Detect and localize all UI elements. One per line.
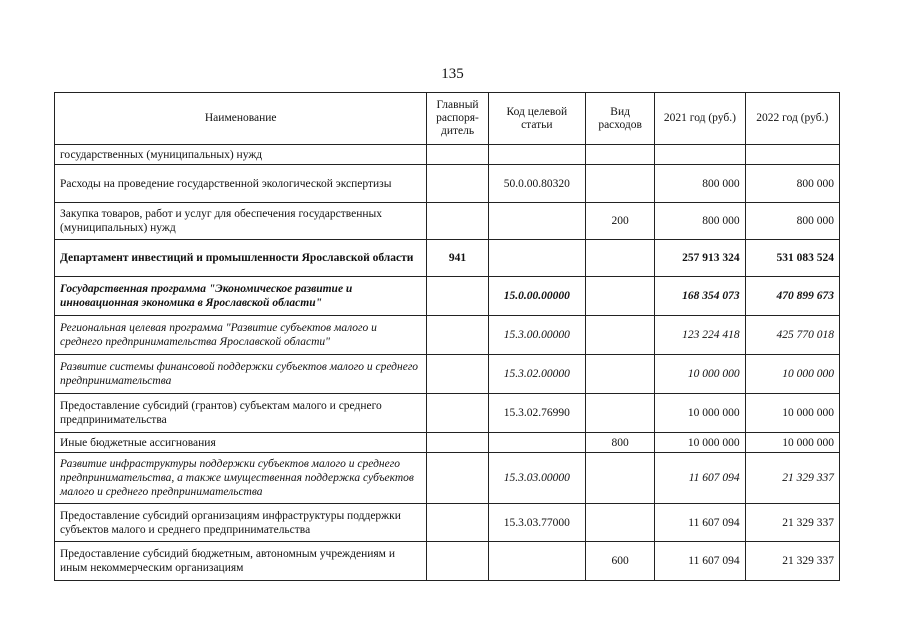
- row-admin-cell: [427, 145, 488, 165]
- row-admin-cell: [427, 316, 488, 355]
- row-name-cell: Государственная программа "Экономическое развитие и инновационная экономика в Ярославской области": [55, 277, 427, 316]
- row-admin-cell: [427, 542, 488, 581]
- row-type-cell: [586, 355, 655, 394]
- table-row: [55, 316, 840, 355]
- row-code-cell: 50.0.00.80320: [488, 165, 585, 203]
- row-year-2022-cell: 10 000 000: [745, 394, 839, 433]
- header-admin: Главный распоря-дитель: [427, 93, 488, 145]
- row-year-2022-cell: 470 899 673: [745, 277, 839, 316]
- header-year-2021: 2021 год (руб.): [655, 93, 745, 145]
- row-type-cell: 600: [586, 542, 655, 581]
- row-year-2022-cell: 10 000 000: [745, 433, 839, 453]
- row-code-cell: 15.3.02.76990: [488, 394, 585, 433]
- row-code-cell: 15.3.02.00000: [488, 355, 585, 394]
- table-row: [55, 542, 840, 581]
- row-type-cell: [586, 165, 655, 203]
- row-name-cell: Иные бюджетные ассигнования: [55, 433, 427, 453]
- row-code-cell: 15.3.00.00000: [488, 316, 585, 355]
- row-year-2022-cell: 800 000: [745, 203, 839, 240]
- row-year-2021-cell: 10 000 000: [655, 355, 745, 394]
- header-year-2022: 2022 год (руб.): [745, 93, 839, 145]
- row-type-cell: 800: [586, 433, 655, 453]
- row-code-cell: [488, 433, 585, 453]
- row-type-cell: 200: [586, 203, 655, 240]
- row-type-cell: [586, 394, 655, 433]
- row-year-2021-cell: 10 000 000: [655, 394, 745, 433]
- row-name-cell: Развитие системы финансовой поддержки субъектов малого и среднего предпринимательства: [55, 355, 427, 394]
- row-type-cell: [586, 453, 655, 504]
- row-name-cell: Региональная целевая программа "Развитие субъектов малого и среднего предпринимательства Ярославской области": [55, 316, 427, 355]
- row-name-cell: Расходы на проведение государственной экологической экспертизы: [55, 165, 427, 203]
- table-header-row: [55, 93, 840, 145]
- table-row: [55, 203, 840, 240]
- row-year-2022-cell: 21 329 337: [745, 453, 839, 504]
- row-year-2022-cell: 21 329 337: [745, 504, 839, 542]
- row-year-2022-cell: [745, 145, 839, 165]
- row-admin-cell: [427, 453, 488, 504]
- row-name-cell: Закупка товаров, работ и услуг для обеспечения государственных (муниципальных) нужд: [55, 203, 427, 240]
- row-year-2021-cell: 123 224 418: [655, 316, 745, 355]
- row-code-cell: 15.3.03.77000: [488, 504, 585, 542]
- table-row: [55, 504, 840, 542]
- row-name-cell: Предоставление субсидий организациям инфраструктуры поддержки субъектов малого и среднего предпринимательства: [55, 504, 427, 542]
- row-type-cell: [586, 316, 655, 355]
- row-year-2021-cell: 11 607 094: [655, 453, 745, 504]
- row-name-cell: Предоставление субсидий (грантов) субъектам малого и среднего предпринимательства: [55, 394, 427, 433]
- row-year-2022-cell: 21 329 337: [745, 542, 839, 581]
- row-admin-cell: [427, 165, 488, 203]
- row-year-2022-cell: 800 000: [745, 165, 839, 203]
- row-admin-cell: 941: [427, 240, 488, 277]
- table-row: [55, 394, 840, 433]
- header-type: Вид расходов: [586, 93, 655, 145]
- table-row: [55, 433, 840, 453]
- row-type-cell: [586, 145, 655, 165]
- row-year-2022-cell: 531 083 524: [745, 240, 839, 277]
- page-number: 135: [441, 66, 464, 82]
- table-row: [55, 165, 840, 203]
- table-row: [55, 355, 840, 394]
- row-code-cell: [488, 542, 585, 581]
- row-type-cell: [586, 504, 655, 542]
- header-code: Код целевой статьи: [488, 93, 585, 145]
- table-row: [55, 277, 840, 316]
- table-body: [55, 145, 840, 581]
- row-year-2021-cell: 257 913 324: [655, 240, 745, 277]
- table-row: [55, 145, 840, 165]
- header-name: Наименование: [55, 93, 427, 145]
- row-admin-cell: [427, 504, 488, 542]
- row-year-2021-cell: [655, 145, 745, 165]
- row-type-cell: [586, 240, 655, 277]
- budget-table: [54, 92, 840, 581]
- row-code-cell: [488, 203, 585, 240]
- row-year-2021-cell: 11 607 094: [655, 504, 745, 542]
- row-name-cell: Предоставление субсидий бюджетным, автономным учреждениям и иным некоммерческим организациям: [55, 542, 427, 581]
- row-name-cell: Развитие инфраструктуры поддержки субъектов малого и среднего предпринимательства, а также имущественная поддержка субъектов малого и среднего предпринимательства: [55, 453, 427, 504]
- row-year-2021-cell: 800 000: [655, 165, 745, 203]
- row-admin-cell: [427, 433, 488, 453]
- row-year-2021-cell: 800 000: [655, 203, 745, 240]
- row-year-2021-cell: 11 607 094: [655, 542, 745, 581]
- row-code-cell: 15.3.03.00000: [488, 453, 585, 504]
- row-year-2022-cell: 10 000 000: [745, 355, 839, 394]
- row-code-cell: 15.0.00.00000: [488, 277, 585, 316]
- row-admin-cell: [427, 203, 488, 240]
- row-name-cell: Департамент инвестиций и промышленности Ярославской области: [55, 240, 427, 277]
- row-type-cell: [586, 277, 655, 316]
- row-code-cell: [488, 240, 585, 277]
- row-code-cell: [488, 145, 585, 165]
- row-year-2021-cell: 168 354 073: [655, 277, 745, 316]
- row-admin-cell: [427, 394, 488, 433]
- table-row: [55, 453, 840, 504]
- row-admin-cell: [427, 355, 488, 394]
- row-admin-cell: [427, 277, 488, 316]
- row-name-cell: государственных (муниципальных) нужд: [55, 145, 427, 165]
- row-year-2022-cell: 425 770 018: [745, 316, 839, 355]
- table-row: [55, 240, 840, 277]
- row-year-2021-cell: 10 000 000: [655, 433, 745, 453]
